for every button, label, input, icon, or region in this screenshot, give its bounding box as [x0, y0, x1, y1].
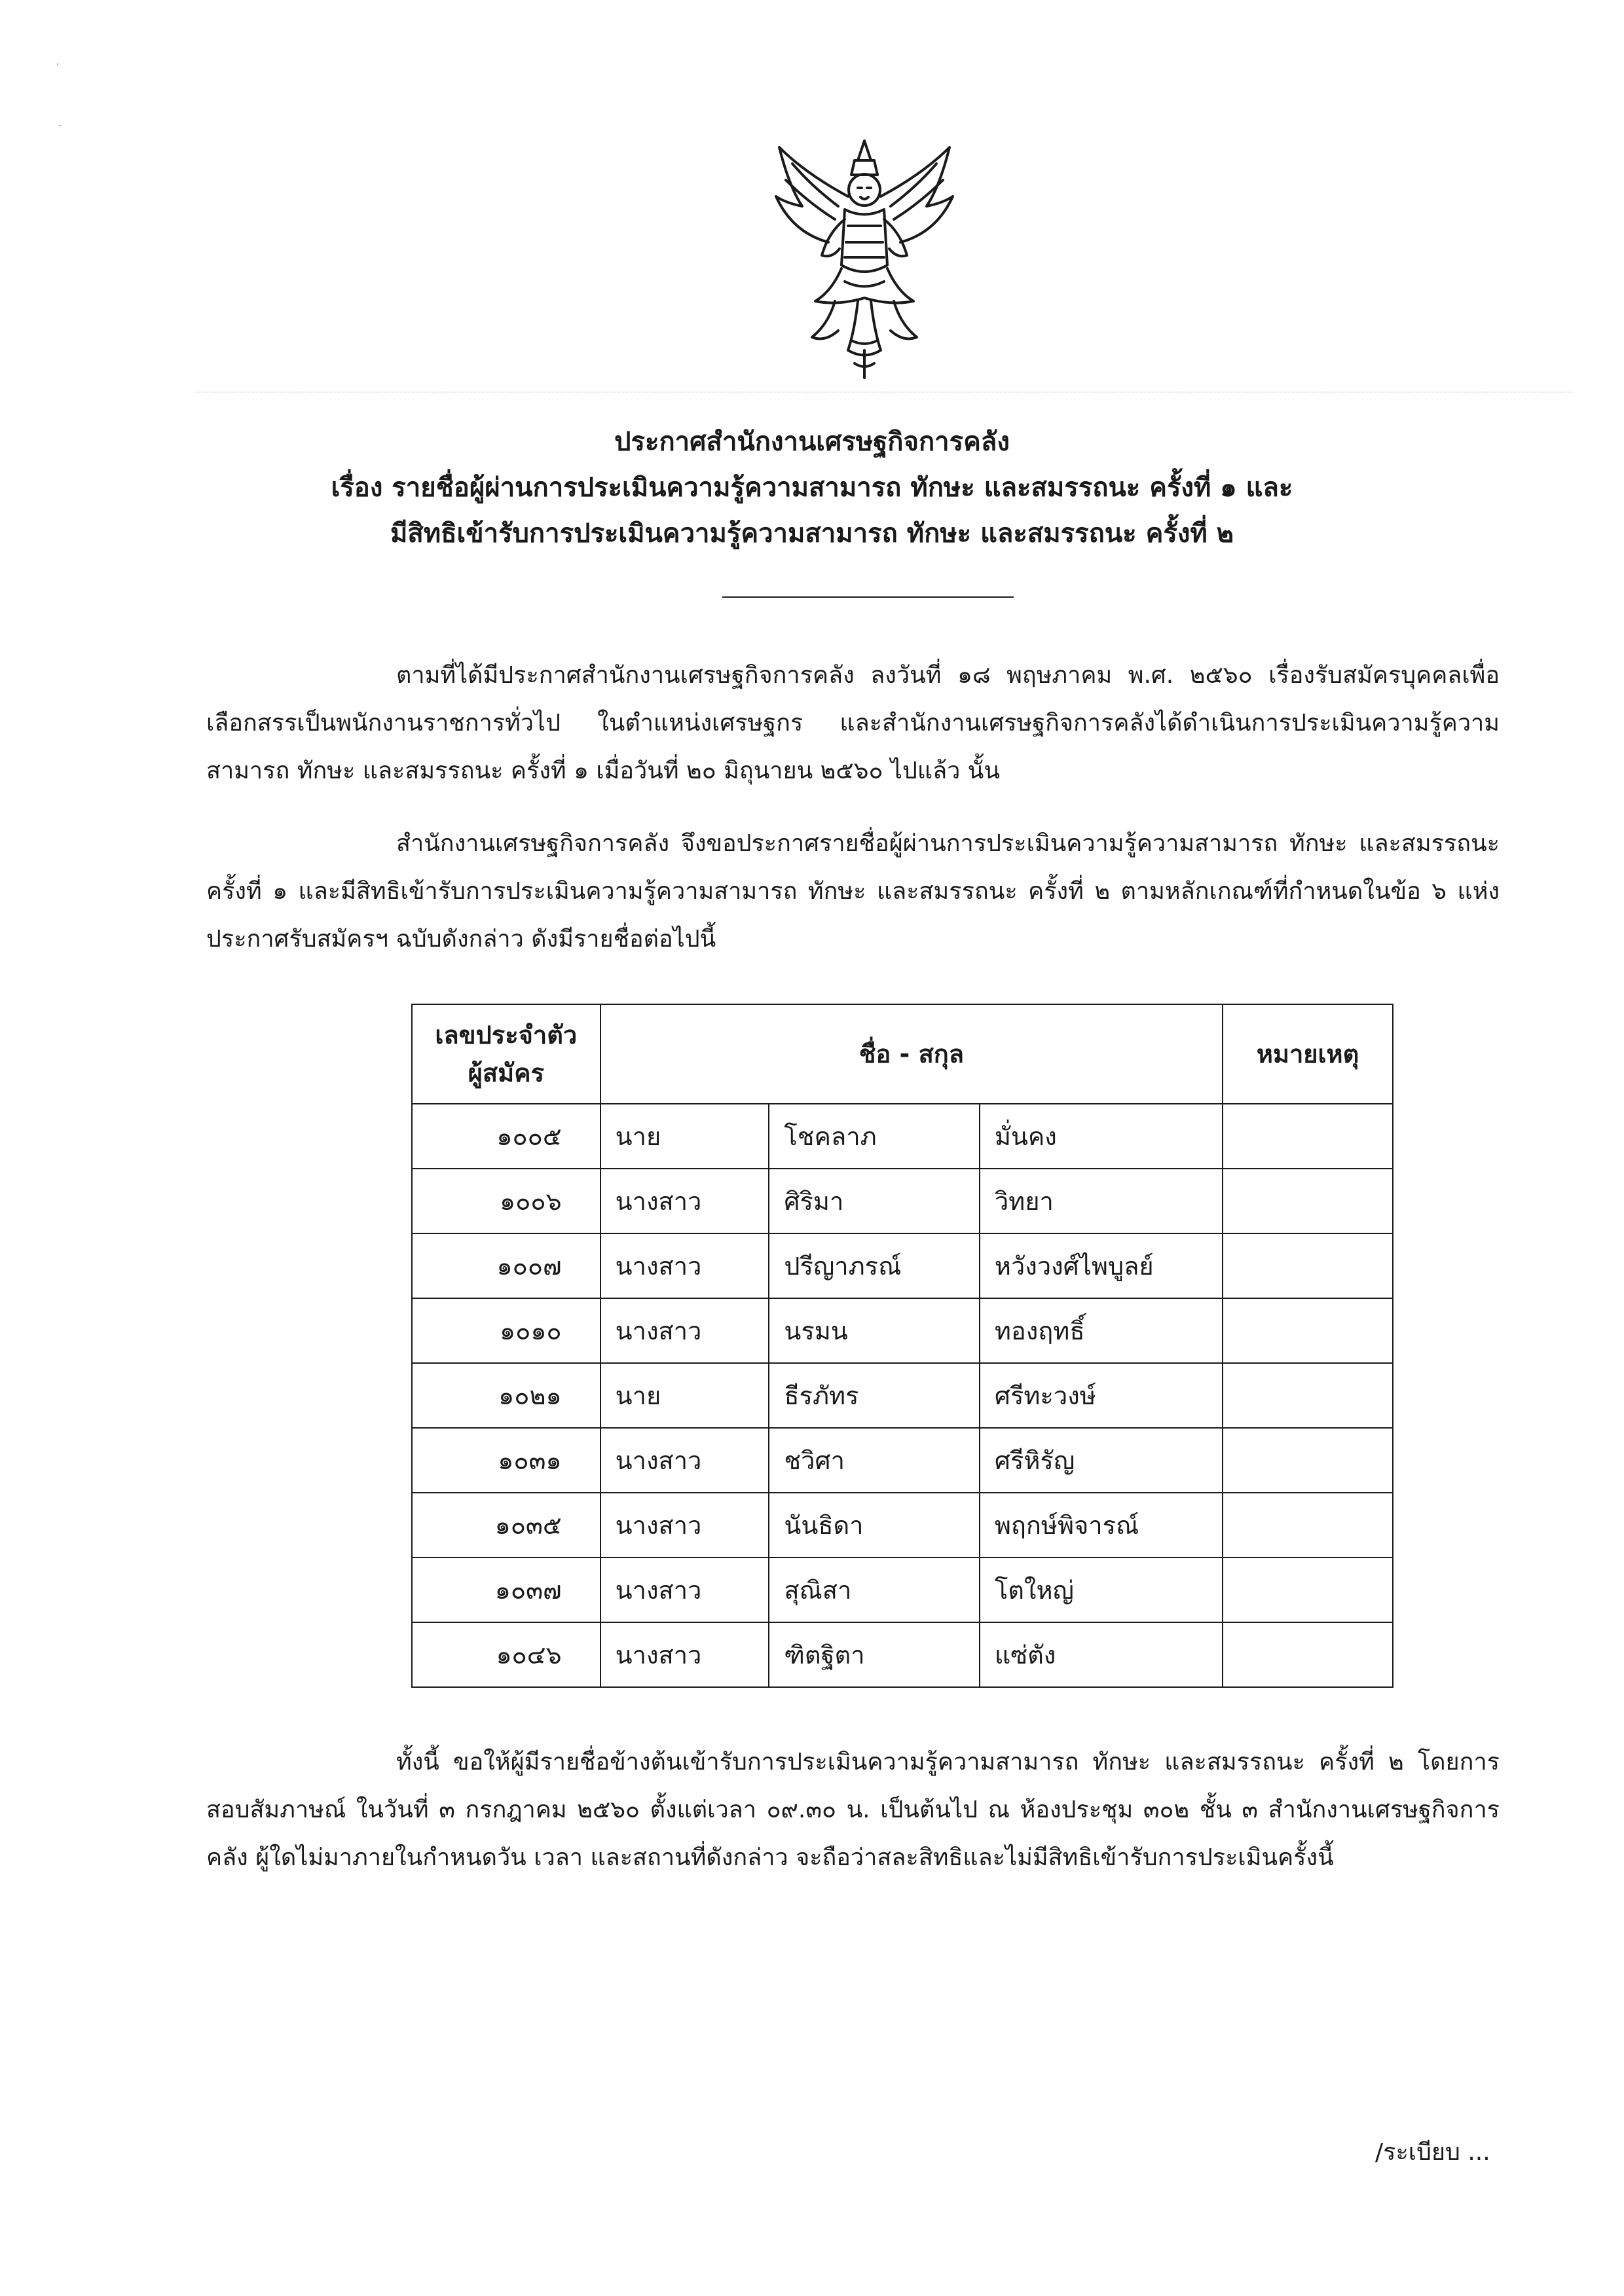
header-applicant-id-line-1: เลขประจำตัว: [435, 1021, 578, 1049]
name-title-cell: นางสาว: [600, 1169, 769, 1233]
continuation-marker: /ระเบียบ ...: [1375, 2139, 1490, 2166]
name-title-cell: นาย: [600, 1363, 769, 1428]
applicant-id-cell: ๑๐๐๕: [412, 1104, 600, 1169]
applicant-id-cell: ๑๐๐๗: [412, 1233, 600, 1298]
header-remark: หมายเหตุ: [1223, 1004, 1393, 1104]
title-underline: [722, 596, 1014, 598]
name-title-cell: นาย: [600, 1104, 769, 1169]
last-name-cell: พฤกษ์พิจารณ์: [980, 1493, 1223, 1558]
first-name-cell: ปรีญาภรณ์: [769, 1233, 979, 1298]
candidate-table: [411, 1004, 1393, 1688]
last-name-cell: ทองฤทธิ์: [980, 1298, 1223, 1363]
applicant-id-cell: ๑๐๐๖: [412, 1169, 600, 1233]
first-name-cell: ธีรภัทร: [769, 1363, 979, 1428]
first-name-cell: โชคลาภ: [769, 1104, 979, 1169]
name-title-cell: นางสาว: [600, 1233, 769, 1298]
remark-cell: [1223, 1558, 1393, 1622]
table-row: [412, 1622, 1393, 1687]
applicant-id-cell: ๑๐๒๑: [412, 1363, 600, 1428]
table-header-row: [412, 1004, 1393, 1104]
last-name-cell: โตใหญ่: [980, 1558, 1223, 1622]
table-row: [412, 1558, 1393, 1622]
applicant-id-cell: ๑๐๑๐: [412, 1298, 600, 1363]
scan-divider: [196, 392, 1572, 393]
remark-cell: [1223, 1104, 1393, 1169]
table-row: [412, 1104, 1393, 1169]
title-line-3: มีสิทธิเข้ารับการประเมินความรู้ความสามารถ ทักษะ และสมรรถนะ ครั้งที่ ๒: [390, 519, 1234, 549]
first-name-cell: ศิริมา: [769, 1169, 979, 1233]
name-title-cell: นางสาว: [600, 1428, 769, 1493]
announcement-title: [131, 419, 1493, 556]
last-name-cell: ศรีหิรัญ: [980, 1428, 1223, 1493]
paragraph-3: [206, 1738, 1500, 1882]
header-full-name: ชื่อ - สกุล: [600, 1004, 1223, 1104]
paragraph-1: [206, 651, 1500, 795]
applicant-id-cell: ๑๐๔๖: [412, 1622, 600, 1687]
remark-cell: [1223, 1493, 1393, 1558]
paragraph-3-text: ทั้งนี้ ขอให้ผู้มีรายชื่อข้างต้นเข้ารับการประเมินความรู้ความสามารถ ทักษะ และสมรรถนะ ครั้งที่ ๒ โดยการสอบสัมภาษณ์ ในวันที่ ๓ กรกฎาคม ๒๕๖๐ ตั้งแต่เวลา ๐๙.๓๐ น. เป็นต้นไป ณ ห้องประชุม ๓๐๒ ชั้น ๓ สำนักงานเศรษฐกิจการคลัง ผู้ใดไม่มาภายในกำหนดวัน เวลา และสถานที่ดังกล่าว จะถือว่าสละสิทธิและไม่มีสิทธิเข้ารับการประเมินครั้งนี้: [206, 1749, 1500, 1871]
last-name-cell: หวังวงศ์ไพบูลย์: [980, 1233, 1223, 1298]
garuda-emblem-icon: [766, 134, 963, 383]
table-row: [412, 1428, 1393, 1493]
remark-cell: [1223, 1233, 1393, 1298]
header-applicant-id-line-2: ผู้สมัคร: [468, 1059, 544, 1087]
first-name-cell: นรมน: [769, 1298, 979, 1363]
title-line-1: ประกาศสำนักงานเศรษฐกิจการคลัง: [614, 427, 1010, 457]
name-title-cell: นางสาว: [600, 1493, 769, 1558]
first-name-cell: ชวิศา: [769, 1428, 979, 1493]
first-name-cell: สุณิสา: [769, 1558, 979, 1622]
paragraph-2-text: สำนักงานเศรษฐกิจการคลัง จึงขอประกาศรายชื่อผู้ผ่านการประเมินความรู้ความสามารถ ทักษะ และสมรรถนะ ครั้งที่ ๑ และมีสิทธิเข้ารับการประเมินความรู้ความสามารถ ทักษะ และสมรรถนะ ครั้งที่ ๒ ตามหลักเกณฑ์ที่กำหนดในข้อ ๖ แห่งประกาศรับสมัครฯ ฉบับดังกล่าว ดังมีรายชื่อต่อไปนี้: [206, 830, 1500, 953]
scan-speck: ': [56, 62, 59, 73]
table-row: [412, 1363, 1393, 1428]
table-row: [412, 1233, 1393, 1298]
header-applicant-id: [412, 1004, 600, 1104]
table-body: [412, 1104, 1393, 1687]
paragraph-2: [206, 820, 1500, 963]
name-title-cell: นางสาว: [600, 1298, 769, 1363]
remark-cell: [1223, 1622, 1393, 1687]
first-name-cell: นันธิดา: [769, 1493, 979, 1558]
title-line-2: เรื่อง รายชื่อผู้ผ่านการประเมินความรู้ความสามารถ ทักษะ และสมรรถนะ ครั้งที่ ๑ และ: [331, 473, 1293, 503]
last-name-cell: วิทยา: [980, 1169, 1223, 1233]
last-name-cell: ศรีทะวงษ์: [980, 1363, 1223, 1428]
remark-cell: [1223, 1428, 1393, 1493]
scan-speck: ˘: [58, 124, 62, 135]
table-row: [412, 1298, 1393, 1363]
remark-cell: [1223, 1298, 1393, 1363]
remark-cell: [1223, 1169, 1393, 1233]
remark-cell: [1223, 1363, 1393, 1428]
last-name-cell: แซ่ตัง: [980, 1622, 1223, 1687]
first-name-cell: ฑิตฐิตา: [769, 1622, 979, 1687]
name-title-cell: นางสาว: [600, 1558, 769, 1622]
applicant-id-cell: ๑๐๓๗: [412, 1558, 600, 1622]
last-name-cell: มั่นคง: [980, 1104, 1223, 1169]
applicant-id-cell: ๑๐๓๑: [412, 1428, 600, 1493]
table-row: [412, 1169, 1393, 1233]
applicant-id-cell: ๑๐๓๕: [412, 1493, 600, 1558]
name-title-cell: นางสาว: [600, 1622, 769, 1687]
paragraph-1-text: ตามที่ได้มีประกาศสำนักงานเศรษฐกิจการคลัง ลงวันที่ ๑๘ พฤษภาคม พ.ศ. ๒๕๖๐ เรื่องรับสมัครบุคคลเพื่อเลือกสรรเป็นพนักงานราชการทั่วไป ในตำแหน่งเศรษฐกร และสำนักงานเศรษฐกิจการคลังได้ดำเนินการประเมินความรู้ความสามารถ ทักษะ และสมรรถนะ ครั้งที่ ๑ เมื่อวันที่ ๒๐ มิถุนายน ๒๕๖๐ ไปแล้ว นั้น: [206, 662, 1500, 784]
table-row: [412, 1493, 1393, 1558]
